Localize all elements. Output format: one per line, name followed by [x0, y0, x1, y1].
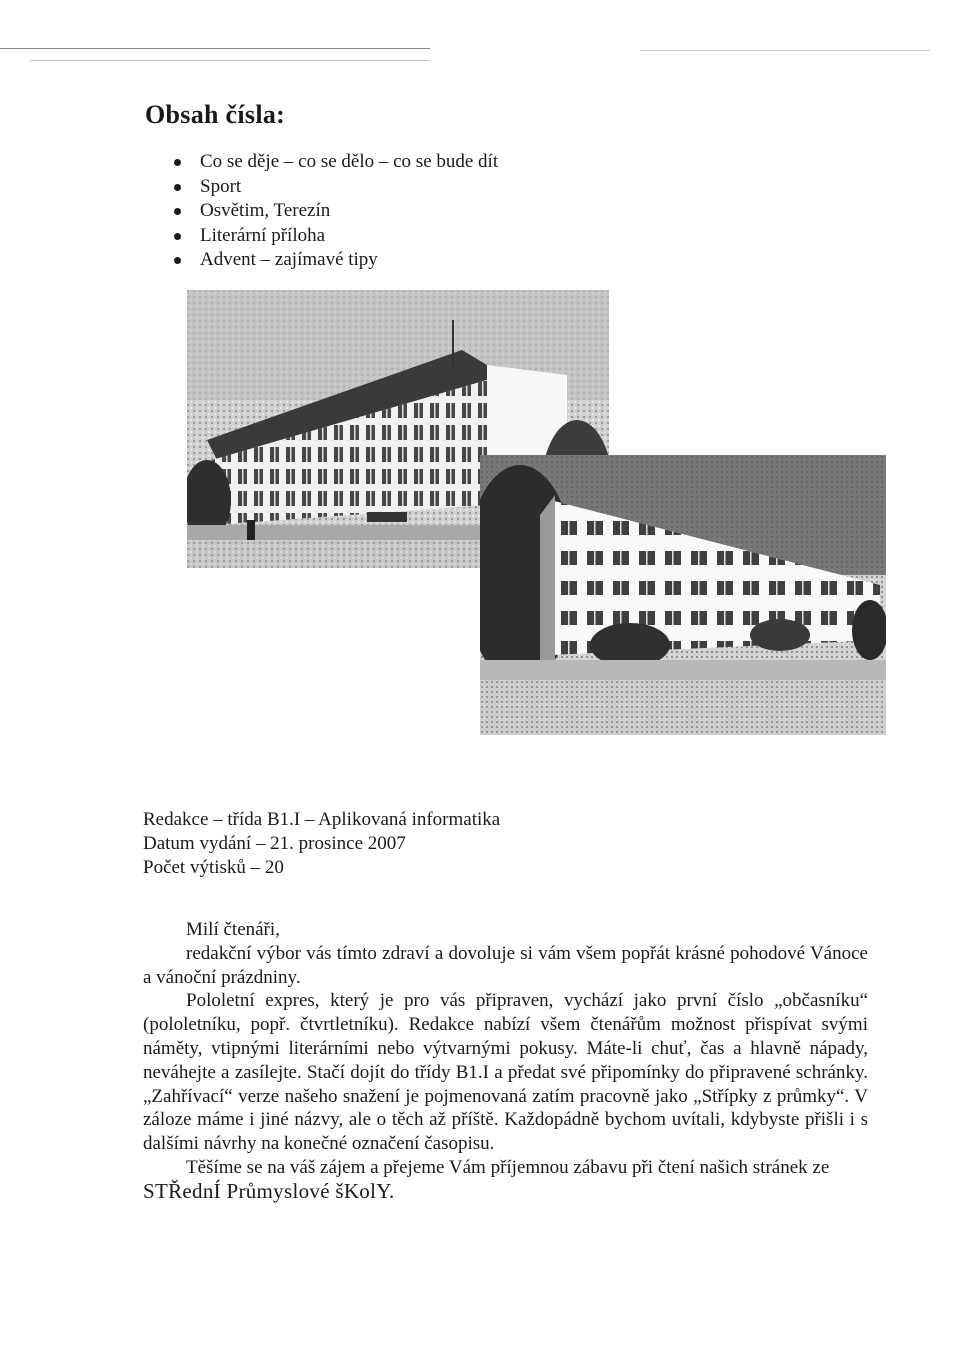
- bullet-icon: [174, 184, 181, 191]
- copies-line: Počet výtisků – 20: [143, 857, 284, 878]
- letter-paragraph: redakční výbor vás tímto zdraví a dovoluje si vám všem popřát krásné pohodové Vánoce a vánoční prázdniny.: [143, 942, 868, 988]
- contents-item: [170, 224, 498, 249]
- contents-heading: Obsah čísla:: [145, 100, 286, 129]
- issue-date-line: Datum vydání – 21. prosince 2007: [143, 833, 406, 854]
- scan-artifact-line: [640, 50, 930, 51]
- imprint-block: [143, 808, 500, 880]
- contents-item-label: Advent – zajímavé tipy: [200, 249, 378, 270]
- contents-item: [170, 199, 498, 224]
- editorial-line: Redakce – třída B1.I – Aplikovaná informatika: [143, 809, 501, 830]
- contents-list: [170, 150, 498, 273]
- bullet-icon: [174, 208, 181, 215]
- bullet-icon: [174, 233, 181, 240]
- school-building-photo: [480, 455, 886, 735]
- contents-item-label: Literární příloha: [200, 224, 326, 246]
- letter-paragraph: Pololetní expres, který je pro vás připraven, vychází jako první číslo „občasníku“ (pololetníku, popř. čtvrtletníku). Redakce nabízí všem čtenářům možnost přispívat svými náměty, vtipnými literárními nebo výtvarnými pokusy. Máte-li chuť, čas a hlavně nápady, neváhejte a zasílejte. Stačí dojít do třídy B1.I a předat své připomínky do připravené schránky. „Zahřívací“ verze našeho snažení je pojmenovaná zatím pracovně jako „Střípky z průmky“. V záloze máme i jiné názvy, ale o těch až příště. Každopádně bychom uvítali, kdybyste přišli i s dalšími návrhy na konečné označení časopisu.: [143, 990, 868, 1155]
- contents-item-label: Osvětim, Terezín: [200, 200, 331, 221]
- contents-item: [170, 175, 498, 200]
- letter-paragraph: Těšíme se na váš zájem a přejeme Vám příjemnou zábavu při čtení našich stránek ze: [186, 1156, 830, 1178]
- contents-item: [170, 150, 498, 175]
- bullet-icon: [174, 159, 181, 166]
- letter-to-readers: [143, 918, 868, 1204]
- contents-item-label: Sport: [200, 175, 242, 197]
- letter-signature: STŘednÍ Průmyslové šKolY.: [143, 1178, 395, 1203]
- contents-item: [170, 248, 498, 273]
- scan-artifact-line: [0, 48, 430, 49]
- scan-artifact-line: [30, 60, 430, 61]
- contents-item-label: Co se děje – co se dělo – co se bude dít: [200, 151, 499, 172]
- letter-greeting: Milí čtenáři,: [186, 919, 280, 940]
- bullet-icon: [174, 257, 181, 264]
